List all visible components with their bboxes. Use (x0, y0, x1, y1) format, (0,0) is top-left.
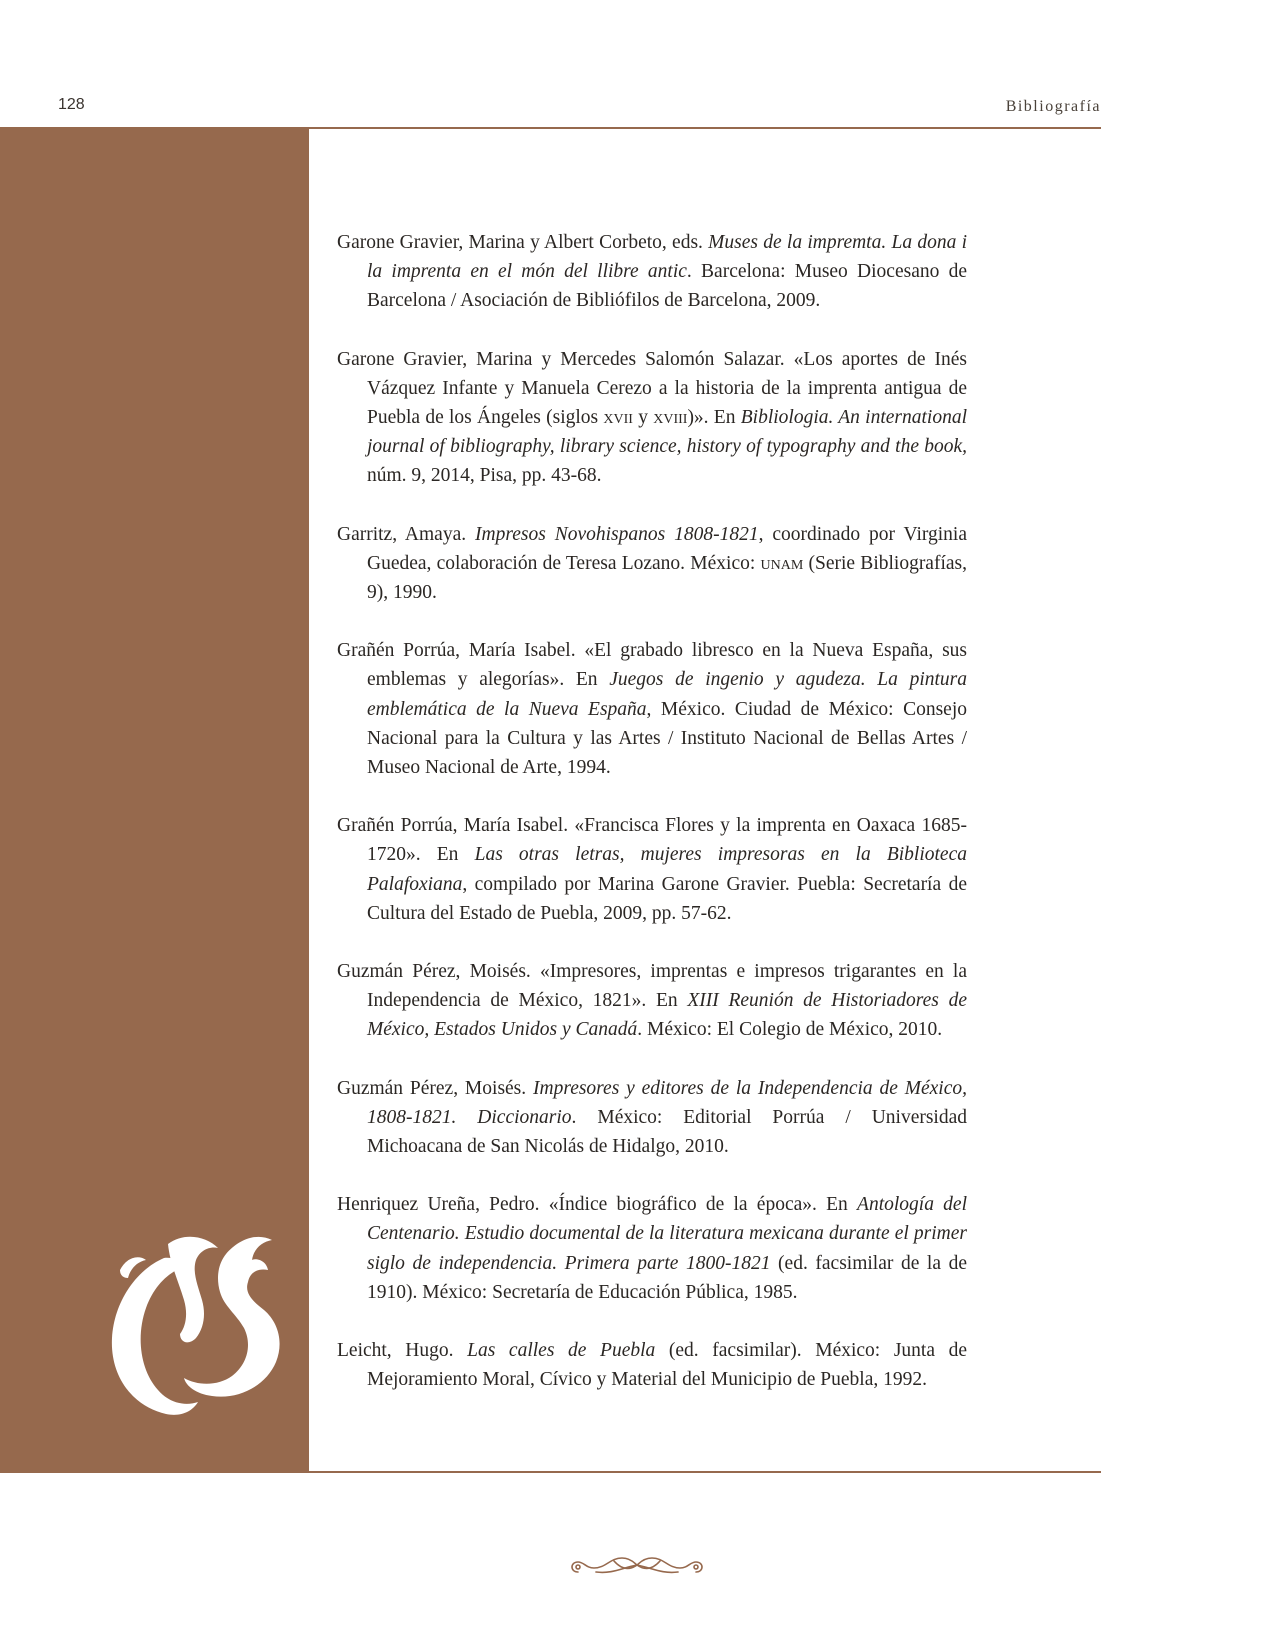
entry-text: Garritz, Amaya. (337, 523, 476, 545)
entry-text: (ed. facsimilar). México: Junta de Mejoramiento Moral, Cívico y Material del Municipio de Puebla, 1992. (367, 1340, 968, 1391)
entry-title: Bibliologia. An international journal of bibliography, library science, history of typography and the book, (367, 407, 968, 458)
entry-text: Grañén Porrúa, María Isabel. «El grabado libresco en la Nueva España, sus emblemas y alegorías». En (337, 640, 967, 691)
entry-text: Guzmán Pérez, Moisés. (337, 1077, 533, 1099)
bibliography-list (337, 228, 967, 1424)
entry-text: . Barcelona: Museo Diocesano de Barcelona / Asociación de Bibliófilos de Barcelona, 2009. (367, 261, 967, 312)
bibliography-entry (337, 636, 967, 782)
entry-text: , México. Ciudad de México: Consejo Nacional para la Cultura y las Artes / Instituto Nacional de Bellas Artes / Museo Nacional de Arte, 1994. (367, 698, 967, 779)
entry-smallcaps: xvii (603, 407, 633, 429)
bottom-rule (0, 1471, 1101, 1473)
entry-smallcaps: xviii (653, 407, 688, 429)
entry-text: Grañén Porrúa, María Isabel. «Francisca Flores y la imprenta en Oaxaca 1685-1720». En (337, 815, 967, 866)
page-number: 128 (58, 96, 85, 113)
entry-text: núm. 9, 2014, Pisa, pp. 43-68. (367, 465, 602, 487)
bibliography-entry (337, 228, 967, 316)
entry-title: Muses de la impremta. La dona i la imprenta en el món del llibre antic (367, 232, 967, 283)
entry-title: Las calles de Puebla (467, 1340, 656, 1362)
entry-text: Henriquez Ureña, Pedro. «Índice biográfico de la época». En (337, 1194, 858, 1216)
entry-text: , coordinado por Virginia Guedea, colaboración de Teresa Lozano. México: (367, 523, 967, 574)
entry-title: Impresos Novohispanos 1808-1821 (475, 523, 759, 545)
entry-text: y (632, 407, 654, 429)
blackletter-g-icon (106, 1230, 286, 1420)
entry-text: . México: Editorial Porrúa / Universidad Michoacana de San Nicolás de Hidalgo, 2010. (367, 1106, 968, 1158)
entry-text: Guzmán Pérez, Moisés. «Impresores, imprentas e impresos trigarantes en la Independencia de México, 1821». En (337, 961, 967, 1012)
entry-text: , compilado por Marina Garone Gravier. Puebla: Secretaría de Cultura del Estado de Puebla, 2009, pp. 57-62. (367, 873, 967, 924)
entry-text: Garone Gravier, Marina y Albert Corbeto, eds. (337, 232, 709, 253)
entry-text: Garone Gravier, Marina y Mercedes Salomón Salazar. «Los aportes de Inés Vázquez Infante y Manuela Cerezo a la historia de la imprenta antigua de Puebla de los Ángeles (siglos (337, 348, 967, 429)
bibliography-entry (337, 345, 967, 491)
bibliography-entry (337, 520, 967, 608)
entry-smallcaps: unam (760, 552, 804, 574)
flourish-ornament-icon (566, 1548, 708, 1582)
entry-text: (Serie Bibliografías, 9), 1990. (367, 552, 967, 604)
running-head: Bibliografía (1005, 98, 1101, 115)
entry-title: Las otras letras, mujeres impresoras en la Biblioteca Palafoxiana (367, 844, 967, 895)
bibliography-entry (337, 1074, 967, 1162)
entry-text: . México: El Colegio de México, 2010. (637, 1019, 943, 1041)
entry-title: Antología del Centenario. Estudio documental de la literatura mexicana durante el primer siglo de independencia. Primera parte 1800-1821 (367, 1194, 968, 1274)
entry-text: Leicht, Hugo. (337, 1340, 468, 1362)
entry-title: XIII Reunión de Historiadores de México, Estados Unidos y Canadá (367, 990, 967, 1041)
bibliography-entry (337, 1336, 967, 1394)
bibliography-entry (337, 1190, 967, 1307)
bibliography-entry (337, 957, 967, 1045)
bibliography-entry (337, 811, 967, 928)
entry-title: Juegos de ingenio y agudeza. La pintura emblemática de la Nueva España (367, 669, 967, 720)
entry-text: (ed. facsimilar de la de 1910). México: Secretaría de Educación Pública, 1985. (367, 1252, 967, 1303)
entry-text: )». En (687, 407, 741, 429)
entry-title: Impresores y editores de la Independencia de México, 1808-1821. Diccionario (367, 1077, 967, 1128)
